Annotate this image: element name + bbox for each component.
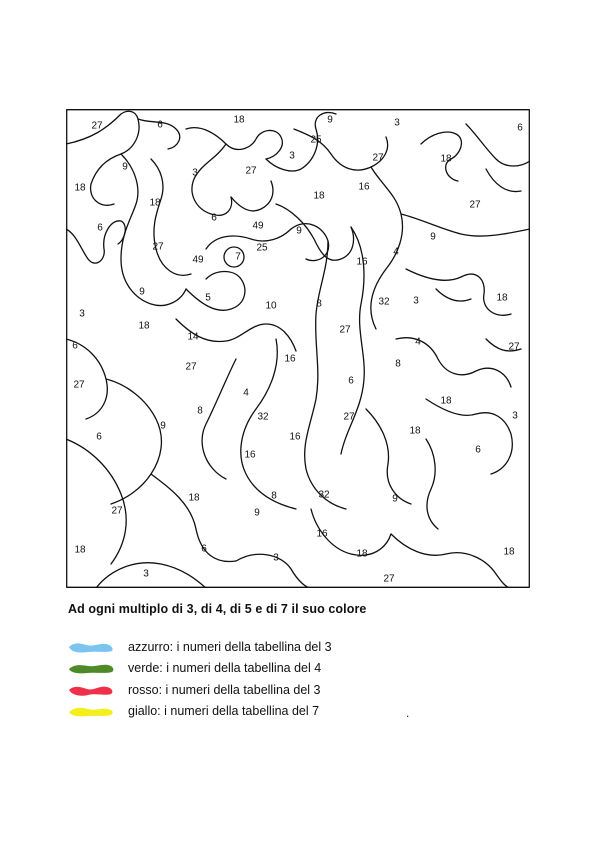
region-number: 3 [512,410,518,422]
region-number: 27 [372,152,384,164]
region-number: 16 [284,353,296,365]
region-number: 18 [440,395,452,407]
region-number: 9 [160,420,166,432]
region-number: 3 [289,150,295,162]
region-number: 27 [111,505,123,517]
region-number: 6 [201,543,207,555]
region-number: 27 [469,199,481,211]
region-number: 9 [122,161,128,173]
region-number: 8 [197,405,203,417]
instruction-title: Ad ogni multiplo di 3, di 4, di 5 e di 7 il suo colore [68,602,367,616]
region-number: 10 [265,300,277,312]
legend-label-green: verde: i numeri della tabellina del 4 [128,661,322,676]
region-number: 9 [296,225,302,237]
coloring-picture [66,109,530,588]
region-number: 8 [395,358,401,370]
region-number: 18 [74,182,86,194]
region-number: 4 [393,246,399,258]
region-number: 9 [430,231,436,243]
region-number: 18 [440,153,452,165]
region-number: 16 [316,528,328,540]
region-number: 18 [313,190,325,202]
region-number: 6 [97,222,103,234]
legend-label-yellow: giallo: i numeri della tabellina del 7 [128,704,320,719]
region-number: 27 [383,573,395,585]
region-number: 6 [475,444,481,456]
region-number: 6 [348,375,354,387]
region-number: 27 [152,241,164,253]
region-number: 49 [252,220,264,232]
region-number: 9 [139,286,145,298]
region-number: 8 [316,298,322,310]
region-number: 4 [415,336,421,348]
region-number: 3 [394,117,400,129]
region-number: 18 [149,197,161,209]
region-number: 3 [79,308,85,320]
region-number: 7 [235,251,241,263]
region-number: 6 [72,340,78,352]
region-number: 14 [187,331,199,343]
legend-row-blue [66,636,426,658]
region-number: 18 [409,425,421,437]
region-number: 6 [517,122,523,134]
region-number: 32 [318,489,330,501]
region-number: 3 [413,295,419,307]
region-number: 18 [74,544,86,556]
region-number: 6 [96,431,102,443]
region-number: 25 [310,134,322,146]
legend-row-red [66,679,426,701]
blue-crayon-swatch-icon [66,640,116,654]
red-crayon-swatch-icon [66,683,116,697]
region-number: 18 [138,320,150,332]
legend-row-yellow [66,701,426,723]
region-number: 32 [378,296,390,308]
region-number: 16 [358,181,370,193]
region-number: 6 [211,212,217,224]
region-number: 18 [356,548,368,560]
region-number: 27 [508,341,520,353]
region-number: 18 [188,492,200,504]
region-number: 32 [257,411,269,423]
region-number: 49 [192,254,204,266]
region-number: 27 [339,324,351,336]
region-number: 8 [271,490,277,502]
region-number: 27 [91,120,103,132]
region-number: 9 [327,114,333,126]
region-number: 16 [356,256,368,268]
region-number: 4 [243,387,249,399]
coloring-outline [66,109,530,588]
region-number: 16 [244,449,256,461]
region-number: 18 [233,114,245,126]
region-number: 18 [503,546,515,558]
footnote-dot: . [406,706,410,720]
region-number: 27 [245,165,257,177]
green-crayon-swatch-icon [66,661,116,675]
region-number: 5 [205,292,211,304]
region-number: 6 [157,119,163,131]
legend-label-red: rosso: i numeri della tabellina del 3 [128,682,321,697]
region-number: 3 [192,167,198,179]
region-number: 27 [343,411,355,423]
legend-row-green [66,658,426,680]
region-number: 18 [496,292,508,304]
region-number: 3 [143,568,149,580]
region-number: 9 [254,507,260,519]
region-number: 16 [289,431,301,443]
legend-label-blue: azzurro: i numeri della tabellina del 3 [128,639,332,654]
region-number: 25 [256,242,268,254]
color-legend [66,636,426,722]
yellow-crayon-swatch-icon [66,704,116,718]
region-number: 9 [392,493,398,505]
region-number: 3 [273,552,279,564]
region-number: 27 [73,379,85,391]
region-number: 27 [185,361,197,373]
